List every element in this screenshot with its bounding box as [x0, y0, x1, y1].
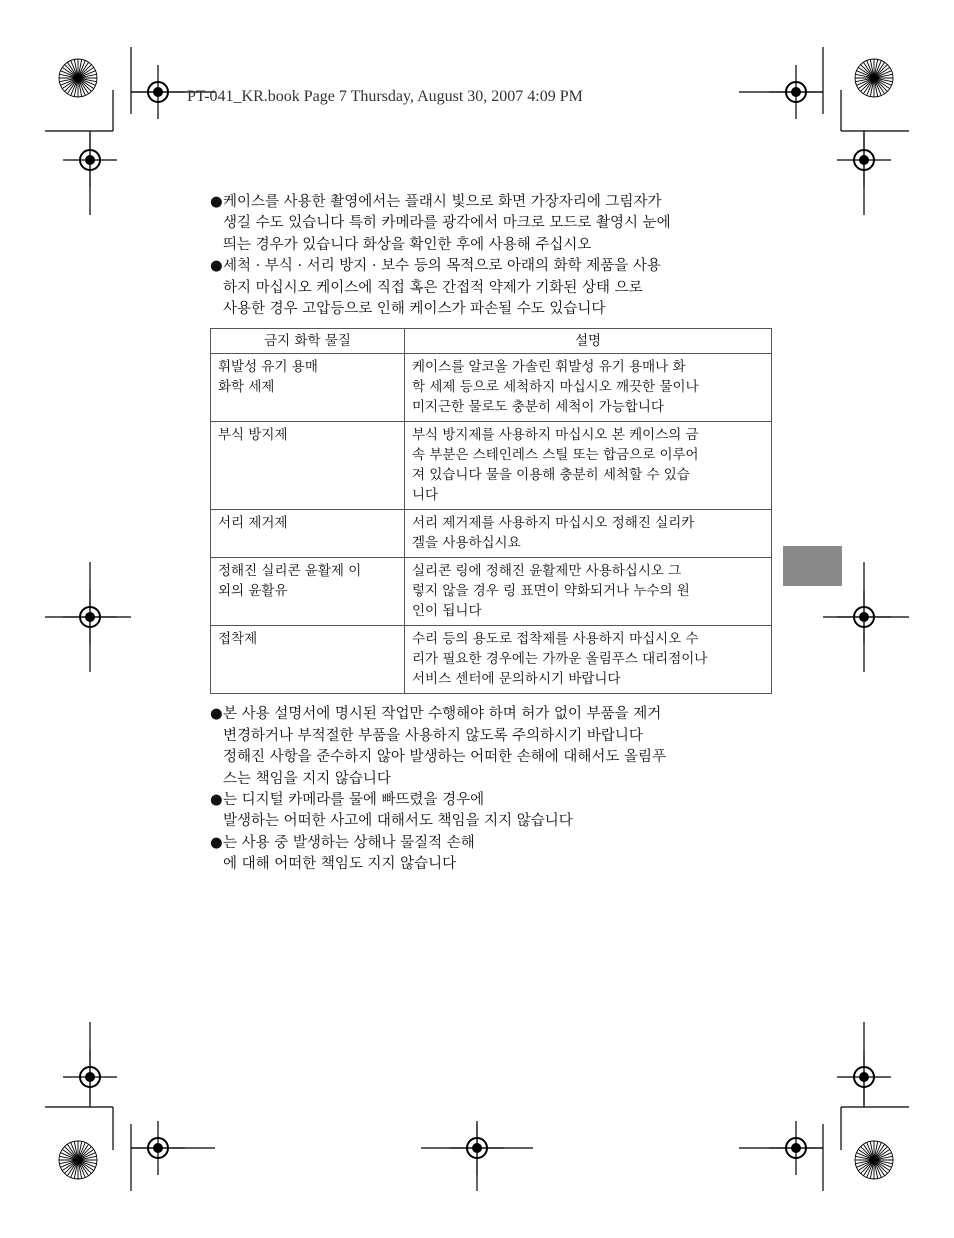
- table-row: [211, 422, 772, 510]
- note-text: 는 사용 중 발생하는 상해나 물질적 손해 에 대해 어떠한 책임도 지지 않습니다: [223, 834, 475, 873]
- table-row: [211, 626, 772, 694]
- section-thumb-tab: [783, 546, 842, 586]
- description-cell: 수리 등의 용도로 접착제를 사용하지 마십시오 수 리가 필요한 경우에는 가까운 올림푸스 대리점이나 서비스 센터에 문의하시기 바랍니다: [405, 626, 772, 694]
- bullet-icon: ●: [210, 834, 223, 851]
- note-text: 본 사용 설명서에 명시된 작업만 수행해야 하며 허가 없이 부품을 제거 변경하거나 부적절한 부품을 사용하지 않도록 주의하시기 바랍니다 정해진 사항을 준수하지 않아 발생하는 어떠한 손해에 대해서도 올림푸 스는 책임을 지지 않습니다: [223, 706, 667, 787]
- bullet-icon: ●: [210, 194, 223, 210]
- table-row: [211, 558, 772, 626]
- note-water-drop-liability: [210, 790, 772, 833]
- note-chemical-warning: [210, 256, 772, 320]
- substance-cell: 접착제: [211, 626, 405, 694]
- description-cell: 서리 제거제를 사용하지 마십시오 정해진 실리카 겔을 사용하십시요: [405, 510, 772, 558]
- substance-cell: 부식 방지제: [211, 422, 405, 510]
- note-authorized-work: [210, 704, 772, 790]
- description-cell: 케이스를 알코올 가솔린 휘발성 유기 용매나 화 학 세제 등으로 세척하지 마십시오 깨끗한 물이나 미지근한 물로도 충분히 세척이 가능합니다: [405, 354, 772, 422]
- header-substance: 금지 화학 물질: [211, 329, 405, 354]
- header-description: 설명: [405, 329, 772, 354]
- note-flash-shadow: [210, 192, 772, 256]
- book-file-header: PT-041_KR.book Page 7 Thursday, August 30, 2007 4:09 PM: [187, 88, 583, 105]
- bullet-icon: ●: [210, 792, 223, 809]
- bullet-icon: ●: [210, 258, 223, 275]
- table-header-row: [211, 329, 772, 354]
- substance-cell: 정해진 실리콘 윤활제 이 외의 윤활유: [211, 558, 405, 626]
- note-injury-liability: [210, 833, 772, 876]
- description-cell: 부식 방지제를 사용하지 마십시오 본 케이스의 금 속 부분은 스테인레스 스틸 또는 합금으로 이루어 져 있습니다 물을 이용해 충분히 세척할 수 있습 니다: [405, 422, 772, 510]
- prohibited-chemicals-table: [210, 328, 772, 694]
- bullet-icon: ●: [210, 706, 223, 723]
- substance-cell: 서리 제거제: [211, 510, 405, 558]
- note-text: 케이스를 사용한 촬영에서는 플래시 빛으로 화면 가장자리에 그림자가 생길 수도 있습니다 특히 카메라를 광각에서 마크로 모드로 촬영시 눈에 띄는 경우가 있습니다 화상을 확인한 후에 사용해 주십시오: [223, 194, 671, 253]
- note-text: 는 디지털 카메라를 물에 빠뜨렸을 경우에 발생하는 어떠한 사고에 대해서도 책임을 지지 않습니다: [223, 792, 573, 830]
- table-row: [211, 354, 772, 422]
- description-cell: 실리콘 링에 정해진 윤활제만 사용하십시오 그 렇지 않을 경우 링 표면이 약화되거나 누수의 원 인이 됩니다: [405, 558, 772, 626]
- page-content: [210, 192, 772, 876]
- substance-cell: 휘발성 유기 용매 화학 세제: [211, 354, 405, 422]
- note-text: 세척 · 부식 · 서리 방지 · 보수 등의 목적으로 아래의 화학 제품을 사용 하지 마십시오 케이스에 직접 혹은 간접적 약제가 기화된 상태 으로 사용한 경우 고압등으로 인해 케이스가 파손될 수도 있습니다: [223, 258, 661, 318]
- table-row: [211, 510, 772, 558]
